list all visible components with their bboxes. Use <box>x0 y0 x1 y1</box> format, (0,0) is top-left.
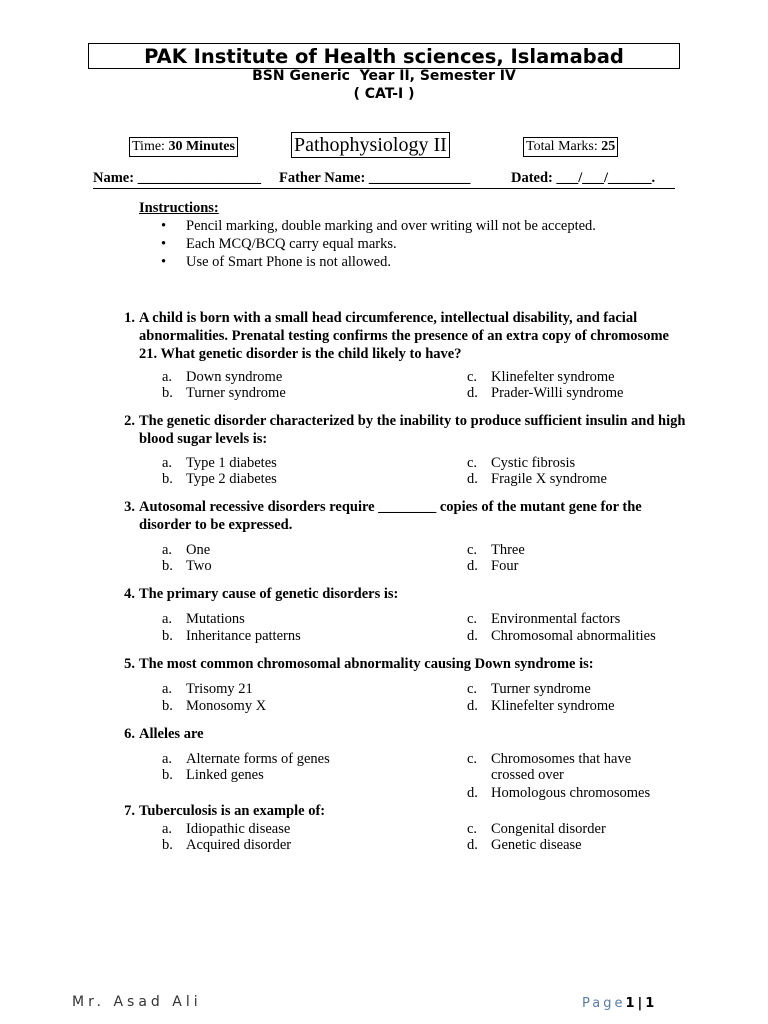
option-d: d. Chromosomal abnormalities <box>467 628 656 644</box>
option-d: d. Four <box>467 558 519 574</box>
option-b: b. Two <box>162 558 212 574</box>
question-number: 6. <box>124 726 135 742</box>
option-d: d. Genetic disease <box>467 837 582 853</box>
option-b: b. Type 2 diabetes <box>162 471 277 487</box>
option-c: c. Turner syndrome <box>467 681 591 697</box>
institute-title: PAK Institute of Health sciences, Islamabad <box>88 43 680 69</box>
question-number: 2. <box>124 413 135 429</box>
question-stem: The most common chromosomal abnormality causing Down syndrome is: <box>139 656 594 672</box>
option-c: c. Cystic fibrosis <box>467 455 576 471</box>
option-b: b. Turner syndrome <box>162 385 286 401</box>
question-number: 1. <box>124 310 135 326</box>
page-total: 1 <box>645 996 658 1011</box>
question-5 <box>113 655 688 673</box>
option-a: a. Trisomy 21 <box>162 681 253 697</box>
question-7 <box>113 802 688 820</box>
question-stem: The primary cause of genetic disorders is: <box>139 586 399 602</box>
page-separator: | <box>637 996 646 1011</box>
program-subtitle: BSN Generic Year II, Semester IV <box>252 68 516 84</box>
option-d: d. Klinefelter syndrome <box>467 698 615 714</box>
option-a: a. Idiopathic disease <box>162 821 291 837</box>
question-6 <box>113 725 688 743</box>
question-number: 4. <box>124 586 135 602</box>
student-info-line <box>93 170 675 189</box>
instruction-item: • Use of Smart Phone is not allowed. <box>161 254 391 270</box>
option-d: d. Homologous chromosomes <box>467 785 651 801</box>
option-c: c. Environmental factors <box>467 611 621 627</box>
question-4 <box>113 585 688 603</box>
option-b: b. Linked genes <box>162 767 264 783</box>
time-box <box>129 137 238 157</box>
time-value: 30 Minutes <box>168 139 235 154</box>
marks-box <box>523 137 618 157</box>
option-a: a. One <box>162 542 211 558</box>
father-name-field: Father Name: ______________ <box>279 170 471 186</box>
option-a: a. Alternate forms of genes <box>162 751 330 767</box>
option-c: c. Congenital disorder <box>467 821 606 837</box>
option-c: c. Three <box>467 542 525 558</box>
question-3 <box>113 498 688 534</box>
option-c-continued: crossed over <box>491 767 564 783</box>
instructions <box>139 199 596 271</box>
question-stem: A child is born with a small head circumference, intellectual disability, and facial abnormalities. Prenatal testing confirms the presence of an extra copy of chromosome 21. What genetic disorder is the child likely to have? <box>139 310 669 362</box>
instruction-item: • Pencil marking, double marking and over writing will not be accepted. <box>161 218 596 234</box>
page-word: Page <box>582 996 626 1011</box>
page-current: 1 <box>625 996 638 1011</box>
option-c: c. Klinefelter syndrome <box>467 369 615 385</box>
exam-subtitle: ( CAT-I ) <box>353 86 415 102</box>
question-1 <box>113 309 688 363</box>
question-stem: Autosomal recessive disorders require ________ copies of the mutant gene for the disorder to be expressed. <box>139 499 642 533</box>
marks-value: 25 <box>601 139 616 154</box>
bullet-icon: • <box>161 218 167 234</box>
footer-author: Mr. Asad Ali <box>72 994 202 1010</box>
question-number: 7. <box>124 803 135 819</box>
option-b: b. Inheritance patterns <box>162 628 301 644</box>
question-stem: Alleles are <box>139 726 204 742</box>
name-field: Name: _________________ <box>93 170 261 186</box>
course-title: Pathophysiology II <box>294 134 447 156</box>
date-field: Dated: ___/___/______. <box>511 170 656 186</box>
option-a: a. Down syndrome <box>162 369 283 385</box>
option-a: a. Mutations <box>162 611 245 627</box>
option-b: b. Monosomy X <box>162 698 267 714</box>
time-label: Time: <box>132 139 165 154</box>
question-number: 3. <box>124 499 135 515</box>
question-2 <box>113 412 688 448</box>
instructions-list <box>139 217 596 271</box>
option-d: d. Fragile X syndrome <box>467 471 607 487</box>
option-c: c. Chromosomes that have <box>467 751 632 767</box>
question-stem: Tuberculosis is an example of: <box>139 803 326 819</box>
footer-page-number <box>582 996 657 1011</box>
marks-label: Total Marks: <box>526 139 598 154</box>
course-box <box>291 132 450 158</box>
question-stem: The genetic disorder characterized by the inability to produce sufficient insulin and high blood sugar levels is: <box>139 413 686 447</box>
instructions-heading: Instructions: <box>139 200 219 216</box>
option-a: a. Type 1 diabetes <box>162 455 277 471</box>
bullet-icon: • <box>161 236 167 252</box>
question-number: 5. <box>124 656 135 672</box>
instruction-item: • Each MCQ/BCQ carry equal marks. <box>161 236 397 252</box>
option-b: b. Acquired disorder <box>162 837 292 853</box>
option-d: d. Prader-Willi syndrome <box>467 385 624 401</box>
bullet-icon: • <box>161 254 167 270</box>
